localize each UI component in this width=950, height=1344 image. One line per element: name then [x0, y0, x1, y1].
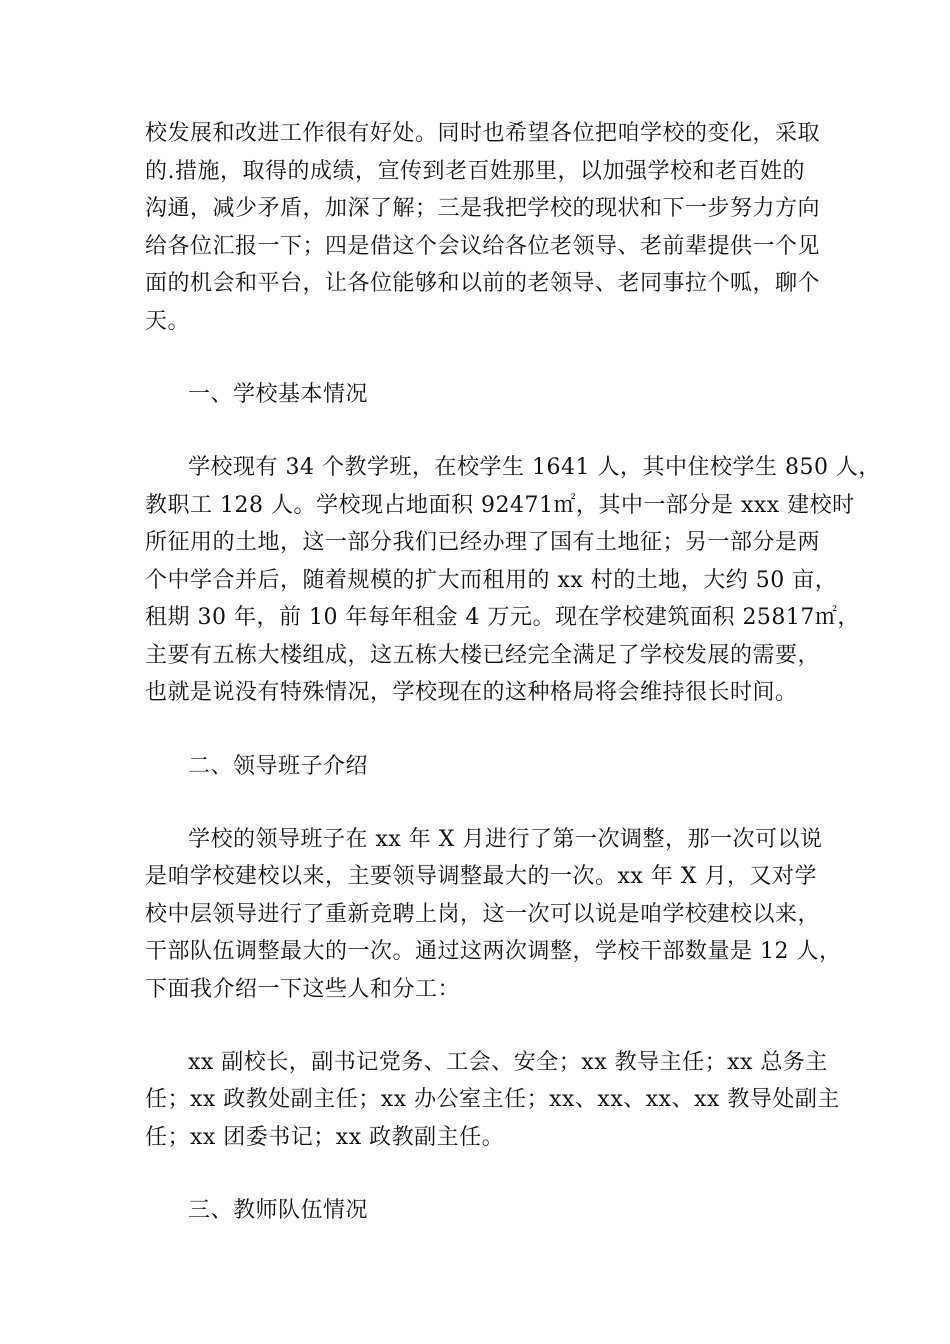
- section-2-p1-line-3: 校中层领导进行了重新竞聘上岗，这一次可以说是咱学校建校以来，: [145, 902, 821, 927]
- intro-line-1: 校发展和改进工作很有好处。同时也希望各位把咱学校的变化，采取: [145, 121, 821, 146]
- section-2-p2-line-1: xx 副校长，副书记党务、工会、安全；xx 教导主任；xx 总务主: [188, 1050, 828, 1075]
- section-1-line-5: 租期 30 年，前 10 年每年租金 4 万元。现在学校建筑面积 25817㎡，: [145, 605, 860, 630]
- intro-line-2: 的.措施，取得的成绩，宣传到老百姓那里，以加强学校和老百姓的: [145, 159, 805, 184]
- section-1-line-3: 所征用的土地，这一部分我们已经办理了国有土地征；另一部分是两: [145, 530, 821, 555]
- intro-line-6: 天。: [145, 309, 191, 334]
- intro-line-3: 沟通，减少矛盾，加深了解；三是我把学校的现状和下一步努力方向: [145, 196, 821, 221]
- section-2-p2-line-2: 任；xx 政教处副主任；xx 办公室主任；xx、xx、xx、xx 教导处副主: [145, 1087, 840, 1112]
- intro-line-4: 给各位汇报一下；四是借这个会议给各位老领导、老前辈提供一个见: [145, 234, 821, 259]
- section-1-line-6: 主要有五栋大楼组成，这五栋大楼已经完全满足了学校发展的需要，: [145, 643, 821, 668]
- section-2-heading: 二、领导班子介绍: [188, 754, 369, 779]
- section-2-p1-line-1: 学校的领导班子在 xx 年 X 月进行了第一次调整，那一次可以说: [188, 827, 823, 852]
- section-1-line-1: 学校现有 34 个教学班，在校学生 1641 人，其中住校学生 850 人，: [188, 455, 881, 480]
- section-1-line-4: 个中学合并后，随着规模的扩大而租用的 xx 村的土地，大约 50 亩，: [145, 568, 838, 593]
- intro-line-5: 面的机会和平台，让各位能够和以前的老领导、老同事拉个呱，聊个: [145, 271, 821, 296]
- section-2-p1-line-5: 下面我介绍一下这些人和分工：: [145, 977, 461, 1002]
- section-3-heading: 三、教师队伍情况: [188, 1198, 369, 1223]
- section-1-line-2: 教职工 128 人。学校现占地面积 92471㎡，其中一部分是 xxx 建校时: [145, 493, 855, 518]
- section-2-p2-line-3: 任；xx 团委书记；xx 政教副主任。: [145, 1125, 505, 1150]
- section-1-line-7: 也就是说没有特殊情况，学校现在的这种格局将会维持很长时间。: [145, 680, 798, 705]
- section-2-p1-line-4: 干部队伍调整最大的一次。通过这两次调整，学校干部数量是 12 人，: [145, 939, 842, 964]
- section-1-heading: 一、学校基本情况: [188, 382, 369, 407]
- section-2-p1-line-2: 是咱学校建校以来，主要领导调整最大的一次。xx 年 X 月，又对学: [145, 864, 817, 889]
